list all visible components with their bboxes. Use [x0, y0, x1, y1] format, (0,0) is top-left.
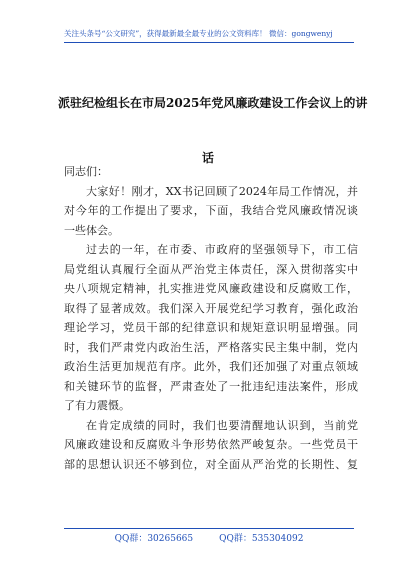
paragraph-line: 部的思想认识还不够到位，对全面从严治党的长期性、复: [64, 457, 358, 471]
paragraph-line: 过去的一年，在市委、市政府的坚强领导下，市工信: [86, 243, 358, 256]
footer-divider: [64, 528, 354, 529]
paragraph-line: 政治生活更加规范有序。此外，我们还加强了对重点领域: [64, 360, 358, 373]
paragraph-3: [64, 416, 358, 475]
paragraph-line: 理论学习，党员干部的纪律意识和规矩意识明显增强。同: [64, 321, 358, 334]
paragraph-2: [64, 240, 358, 416]
footer-contact: [64, 532, 354, 546]
header-banner-text: 关注头条号“公文研究”，获得最新最全最专业的公文资料库！ 微信：gongwenyj: [64, 29, 333, 38]
paragraph-line: 大家好！刚才，XX书记回顾了2024年局工作情况，并: [86, 184, 358, 198]
header-divider: [64, 42, 354, 43]
paragraph-line: 局党组认真履行全面从严治党主体责任，深入贯彻落实中: [64, 262, 358, 276]
paragraph-line: 一些体会。: [64, 223, 119, 237]
document-title-line-2: 话: [201, 151, 214, 165]
paragraph-line: 和关键环节的监督，严肃查处了一批违纪违法案件，形成: [64, 379, 358, 393]
paragraph-line: 风廉政建设和反腐败斗争形势依然严峻复杂。一些党员干: [64, 438, 358, 451]
paragraph-1: [64, 182, 358, 241]
salutation: 同志们：: [64, 165, 108, 178]
paragraph-line: 央八项规定精神，扎实推进党风廉政建设和反腐败工作，: [64, 282, 358, 295]
paragraph-line: 时，我们严肃党内政治生活，严格落实民主集中制，党内: [64, 340, 358, 354]
paragraph-line: 取得了显著成效。我们深入开展党纪学习教育，强化政治: [64, 301, 358, 315]
footer-qq-group-2: QQ群：535304092: [219, 534, 304, 544]
paragraph-line: 在肯定成绩的同时，我们也要清醒地认识到，当前党: [86, 418, 358, 432]
footer-qq-group-1: QQ群：30265665: [114, 534, 194, 544]
document-title-line-1: 派驻纪检组长在市局2025年党风廉政建设工作会议上的讲: [58, 96, 368, 110]
paragraph-line: 了有力震慑。: [64, 399, 130, 412]
paragraph-line: 对今年的工作提出了要求，下面，我结合党风廉政情况谈: [64, 204, 358, 217]
document-body: [64, 162, 358, 474]
